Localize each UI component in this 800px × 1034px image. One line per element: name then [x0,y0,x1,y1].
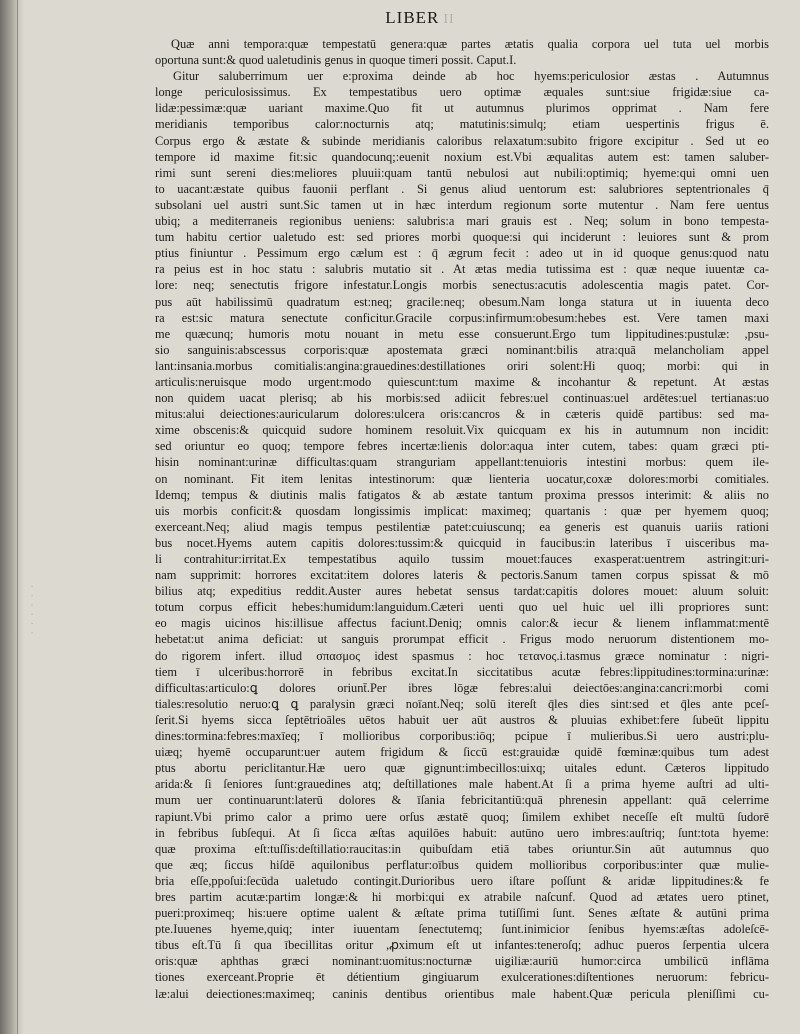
header-ghost-numeral: II [443,12,455,27]
text-line: ptus abortu periclitantur.Hæ uero quæ gignunt:imbecillos:uixq; uitales edunt. Cæteros lippitudo [155,761,769,776]
text-line: nam supprimit: horrores excitat:item dolores lateris & pectoris.Sanum tamen corpus spissat & mō [155,568,769,583]
text-line: quæ proxima eſt:tuſſis:deſtillatio:raucitas:in quibuſdam etiā tabes oriuntur.Sin aūt autumnus quo [155,841,769,856]
text-line: hisin nominant:urinæ difficultas:quam stranguriam appellant:tenuioris intestini morbus: quem ile- [155,455,769,470]
running-header [0,8,800,28]
text-line: articulis:neruisque modo urgent:modo quiescunt:tum maxime & incohantur & repetunt. At æstas [155,374,769,389]
margin-bleed-through: · · · · · · [27,585,37,637]
text-line: pueri:proximeq; his:uere optime ualent & æſtate prima tutiſſimi ſunt. Senes æſtate & autūni prima [155,906,769,921]
text-line: tiales:resolutio neruo:ꝗ ꝗ paralysin græci noīant.Neq; solū itereſt q̄les dies sint:sed et q̄les ante pceſ- [155,696,769,711]
text-line: li contrahitur:irritat.Ex tempestatibus aquilo tussim mouet:fauces exasperat:uentrem astringit:uri- [155,552,769,566]
text-line: difficultas:articulo:ꝗ dolores oriunt̄.Per ibres lōgæ febres:alui deiectōes:angina:cancri:morbi comi [155,680,769,695]
text-line: tiem ī ulceribus:horrorē in febribus excitat.In siccitatibus acutæ febres:lippitudines:tormina:urinæ: [155,664,769,679]
text-line: Gitur saluberrimum uer e:proxima deinde ab hoc hyems:periculosior æstas . Autumnus [173,69,769,84]
text-line: me quæcunq; humoris motu nouant in metu esse consuerunt.Ergo tum lippitudines:pustulæ: ,psu- [155,326,769,341]
text-line: ſerit.Si hyems sicca ſeptētrioāles uētos habuit uer aūt austros & pluuias exhibet:fere ſubeūt lippitu [155,712,769,727]
text-line: ptius finiuntur . Pessimum ergo cælum est : q̄ ægrum fecit : adeo ut in id quoque genus:quod natu [155,246,769,261]
header-title: LIBER [385,8,440,27]
text-line: ra est:sic matura senectute conficitur.Gracile corpus:infirmum:obesum:hebes est. Vere tamen maxi [155,310,769,325]
text-line: Quæ anni tempora:quæ tempestatū genera:quæ partes ætatis qualia corpora uel tuta uel morbis [171,37,769,51]
text-line: arida:& ſi ſeniores ſunt:grauedines atq; deſtillationes male habent.At ſi a prima hyeme auſtri ad ulti- [155,777,769,792]
body-text-block [155,36,769,1026]
text-line: oris:quæ aphthas græci nominant:uomitus:nocturnæ uigiliæ:auriū humor:circa umbilicū inflāma [155,954,769,969]
text-line: bilius atq; expeditius reddit.Auster aures hebetat sensus tardat:capitis dolores mouet: aluum soluit: [155,584,769,599]
text-line: on nominant. Fit item lenitas intestinorum: quæ lienteria uocatur,coxæ dolores:morbi comitiales. [155,471,769,486]
text-line: ubiq; a mediterraneis regionibus ueniens: salubris:a mari grauis est . Neq; solum in bono tempesta- [155,214,769,229]
text-line: Corpus ergo & æstate & subinde meridianis caloribus relaxatum:subito frigore excipitur . Sed ut eo [155,133,769,148]
text-line: ra peius est in hoc statu : salubris mutatio sit . At ætas media tutissima est : quæ neque iuuentæ ca- [155,262,769,277]
text-line: lore: neq; senectutis frigore infestatur.Longis morbis senectus:acutis adolescentia magis patet. Cor- [155,278,769,293]
text-line: meridianis temporibus calor:nocturnis atq; matutinis:simulq; etiam uespertinis frigus ē. [155,117,769,132]
text-line: subsolani uel austri sunt.Sic tamen ut in hæc interdum regionum sorte mutentur . Nam fere uentus [155,197,769,212]
text-line: non quidem uacat plerisq; ab his morbis:sed adiicit febres:uel continuas:uel ardētes:uel tertianas:uo [155,391,769,406]
text-line: in febribus ſubſequi. At ſi ſicca æſtas aquilōes habuit: autūno uero imbres:auſtriq; ſunt:tota hyeme: [155,825,769,840]
text-line: que æq; ſiccus hiſdē aquilonibus perflatur:oībus quidem mollioribus corporibus:inter quæ mulie- [155,857,769,872]
text-line: pte.Iuuenes hyeme,quiq; inter iuuentam ſenectutemq; ſunt.inimicior ſenibus hyems:æſtas adoleſcē- [155,922,769,937]
text-line: oportuna sunt:& quod ualetudinis genus in quoque timeri possit. Caput.I. [155,53,517,68]
text-line: bria eſſe,ppoſui:ſecūda ualetudo contingit.Durioribus uero iſtare poſſunt & aridæ lippitudines:& fe [155,873,769,888]
text-line: pus aūt habilissimū quadratum est:neq; gracile:neq; obesum.Nam longa statura ut in iuuenta deco [155,294,769,309]
text-line: sio sanguinis:abscessus corporis:quæ apostemata græci nominant:bilis atra:quā melancholiam appel [155,342,769,357]
text-line: tempore id maxime fit:sic quandocunq;:euenit noxium est.Vbi æqualitas autem est: tamen saluber- [155,149,769,164]
text-line: bres partim acutæ:partim longæ:& hi morbi:qui ex atrabile naſcunf. Quod ad ætates uero ptinet, [155,889,769,904]
text-line: to uacant:æstate quibus fauonii perflant . Si genus aliud uentorum est: salubriores septentrionales q̄ [155,181,769,196]
text-line: tum habitu certior ualetudo est: sed priores morbi quoque:si qui inciderunt : leuiores sunt & prom [155,230,769,245]
text-line: uis morbis conficit:& quosdam longissimis implicat: maximeq; quartanis : quæ per hyemem quoq; [155,503,769,518]
text-line: mitus:alui deiectiones:auricularum dolores:ulcera oris:cancros & in cæteris quidē partibus: sed ma- [155,407,769,422]
text-line: lidæ:pessimæ:quæ uariant maxime.Quo fit ut autumnus plurimos opprimat . Nam fere [155,101,769,116]
binding-gutter [0,0,24,1034]
text-line: tibus eſt.Tū ſi qua ībecillitas oritur ,ꝓximum eſt ut infantes:teneroſq; adhuc pueros ſerpentia ulcera [155,938,769,953]
text-line: exerceant.Neq; aliud magis tempus pestilentiæ patet:cuiuscunq; ea generis est quanuis uariis rationi [155,519,769,534]
text-line: eo magis uicinos his:illisue affectus faciunt.Deniq; omnis calor:& iecur & lienem inflammat:mentē [155,616,769,631]
text-line: Idemq; tempus & diutinis malis fatigatos & ab æstate tantum proxima pressos interimit: & aliis no [155,487,769,502]
text-line: rimi sunt sereni dies:meliores pluuii:quam tantū nebulosi aut nubili:optimiq; hyeme:qui omni uen [155,165,769,180]
text-line: tiones exerceant.Proprie ēt détientium gingiuarum exulcerationes:diſtentiones neruorum: febricu- [155,970,769,985]
text-line: dines:tormina:febres:maxīeq; ī mollioribus corporibus:iōq; pcipue ī mulieribus.Si uero austri:plu- [155,729,769,744]
text-line: do rigorem infert. illud σπασμος idest spasmus : hoc τετανος.i.tasmus græce nominatur : nigri- [155,648,769,663]
text-line: longe periculosissimus. Ex tempestatibus uero optimæ æquales sunt:siue frigidæ:siue ca- [155,85,769,100]
text-line: totum corpus efficit hebes:humidum:languidum.Cæteri uenti quo uel huic uel illi propriores sunt: [155,600,769,615]
text-line: lant:insania.morbus comitialis:angina:grauedines:destillationes oriri solent:Hi quoq; morbi: qui in [155,358,769,373]
text-line: hebetat:ut anima deficiat: ut sanguis prorumpat efficit . Frigus modo neruorum distentionem mo- [155,632,769,647]
gutter-edge-line [17,0,18,1034]
text-line: bus nocet.Hyems autem capitis dolores:tussim:& quicquid in faucibus:in lateribus ī uisceribus ma- [155,535,769,550]
text-line: rapiunt.Vbi primo calor a primo uere orſus æstatē quoq; ſimilem exhibet neceſſe eſt multū ſudorē [155,809,769,824]
text-line: mum uer continuarunt:laterū dolores & īſania febricitantiū:quā phrenesin appellant: quā celerrime [155,793,769,808]
text-line: uiæq; hyemē occuparunt:uer autem frigidum & ſiccū est:grauidæ quidē fœminæ:quibus tum adest [155,745,769,760]
text-line: sed oriuntur eo quoq; tempore febres incertæ:lienis dolor:aqua inter cutem, tabes: quam græci pti- [155,439,769,454]
text-line: læ:alui deiectiones:maximeq; caninis dentibus orientibus male habent.Quæ pericula pleniſſimi cu- [155,986,769,1001]
text-line: xime obscenis:& quicquid sudore hominem resoluit.Vix quicquam ex his in autumnum non incidit: [155,423,769,438]
